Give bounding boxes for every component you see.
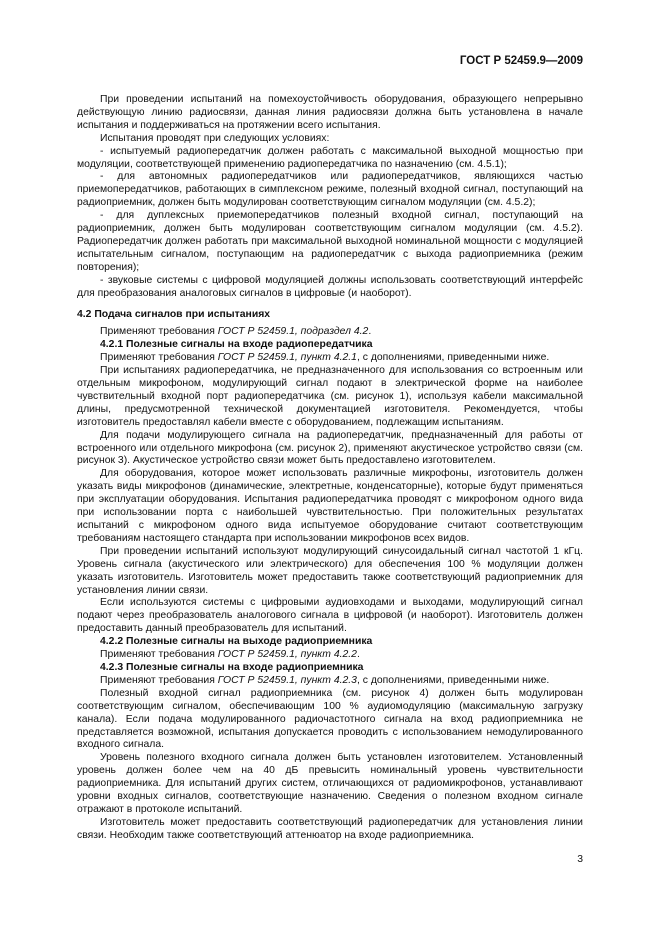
page-number: 3	[577, 854, 583, 865]
paragraph: Уровень полезного входного сигнала должен быть установлен изготовителем. Установленный уровень должен более чем на 40 дБ превысить номинальный уровень чувствительности радиоприемника. Для испытаний других систем, отличающихся от радиомикрофонов, устанавливают уровни входных сигналов, соответствующие назначению. Сведения о полезном входном сигнале отражают в протоколе испытаний.	[77, 752, 583, 815]
paragraph: Для оборудования, которое может использовать различные микрофоны, изготовитель должен указать виды микрофонов (динамические, электретные, конденсаторные), которые будут применяться при эксплуатации оборудования. Испытания радиопередатчика проводят с микрофоном одного вида при использовании порта с наибольшей чувствительностью. При положительных результатах испытаний с микрофоном одного вида испытуемое оборудование считают соответствующим требованиям настоящего стандарта при использовании микрофонов всех видов.	[77, 468, 583, 544]
section-heading-4-2-1: 4.2.1 Полезные сигналы на входе радиопередатчика	[100, 339, 373, 351]
list-item: - звуковые системы с цифровой модуляцией должны использовать соответствующий интерфейс для преобразования аналоговых сигналов в цифровые (и наоборот).	[77, 274, 583, 299]
paragraph: Изготовитель может предоставить соответствующий радиопередатчик для установления линии связи. Необходим также соответствующий аттенюатор на входе радиоприемника.	[77, 816, 583, 841]
paragraph: Применяют требования ГОСТ Р 52459.1, подраздел 4.2.	[100, 326, 372, 338]
paragraph: Применяют требования ГОСТ Р 52459.1, пункт 4.2.3, с дополнениями, приведенными ниже.	[100, 674, 550, 686]
paragraph: При проведении испытаний используют модулирующий синусоидальный сигнал частотой 1 кГц. Уровень сигнала (акустического или электрического) для обеспечения 100 % модуляции должен указать изготовитель. Изготовитель может предоставить также соответствующий радиоприемник для установления линии связи.	[77, 545, 583, 596]
paragraph: Применяют требования ГОСТ Р 52459.1, пункт 4.2.2.	[100, 649, 360, 661]
list-item: - испытуемый радиопередатчик должен работать с максимальной выходной мощностью при модуляции, соответствующей применению радиопередатчика по назначению (см. 4.5.1);	[77, 145, 583, 170]
section-heading-4-2-2: 4.2.2 Полезные сигналы на выходе радиоприемника	[100, 636, 373, 648]
body-text	[77, 94, 583, 843]
paragraph: Для подачи модулирующего сигнала на радиопередатчик, предназначенный для работы от встроенного или отдельного микрофона (см. рисунок 2), применяют акустическое устройство связи (см. рисунок 3). Акустическое устройство связи может быть предоставлено изготовителем.	[77, 429, 583, 467]
paragraph: При испытаниях радиопередатчика, не предназначенного для использования со встроенным или отдельным микрофоном, модулирующий сигнал подают в электрической форме на наиболее чувствительный входной порт радиопередатчика (см. рисунок 1), используя кабели максимальной длины, предусмотренной технической документацией изготовителя. Рекомендуется, чтобы изготовитель предоставлял кабели вместе с оборудованием, подлежащим испытаниям.	[77, 365, 583, 428]
standard-reference: ГОСТ Р 52459.1, пункт 4.2.3	[217, 674, 357, 686]
list-item: - для дуплексных приемопередатчиков полезный входной сигнал, поступающий на радиоприемник, должен быть модулирован соответствующим сигналом модуляции (см. 4.5.2). Радиопередатчик должен работать при максимальной выходной номинальной мощности с модуляцией испытательным сигналом, поступающим на радиопередатчик с выхода радиоприемника (режим повторения);	[77, 210, 583, 273]
paragraph: Полезный входной сигнал радиоприемника (см. рисунок 4) должен быть модулирован соответствующим сигналом, обеспечивающим 100 % аудиомодуляцию (максимальную загрузку канала). Если подача модулированного радиочастотного сигнала на вход радиоприемника не представляется возможной, испытания допускается проводить с использованием немодулированного входного сигнала.	[77, 687, 583, 751]
paragraph: Если используются системы с цифровыми аудиовходами и выходами, модулирующий сигнал подают через преобразователь аналогового сигнала в цифровой (и наоборот). Изготовитель должен предоставить данный преобразователь для испытаний.	[77, 597, 583, 635]
document-id-header: ГОСТ Р 52459.9—2009	[459, 55, 583, 67]
section-heading-4-2-3: 4.2.3 Полезные сигналы на входе радиоприемника	[100, 661, 364, 673]
standard-reference: ГОСТ Р 52459.1, подраздел 4.2	[217, 326, 369, 338]
paragraph: При проведении испытаний на помехоустойчивость оборудования, образующего непрерывно действующую линию радиосвязи, данная линия радиосвязи должна быть установлена в начале испытания и поддерживаться на протяжении всего испытания.	[77, 94, 583, 131]
paragraph: Применяют требования ГОСТ Р 52459.1, пункт 4.2.1, с дополнениями, приведенными ниже.	[100, 352, 550, 364]
standard-reference: ГОСТ Р 52459.1, пункт 4.2.1	[217, 352, 357, 364]
paragraph: Испытания проводят при следующих условиях:	[100, 132, 330, 144]
section-heading-4-2: 4.2 Подача сигналов при испытаниях	[77, 308, 271, 320]
standard-reference: ГОСТ Р 52459.1, пункт 4.2.2	[217, 649, 357, 661]
list-item: - для автономных радиопередатчиков или радиопередатчиков, являющихся частью приемопередатчиков, работающих в симплексном режиме, полезный входной сигнал, поступающий на радиоприемник, должен быть модулирован соответствующим сигналом модуляции (см. 4.5.2);	[77, 171, 583, 209]
